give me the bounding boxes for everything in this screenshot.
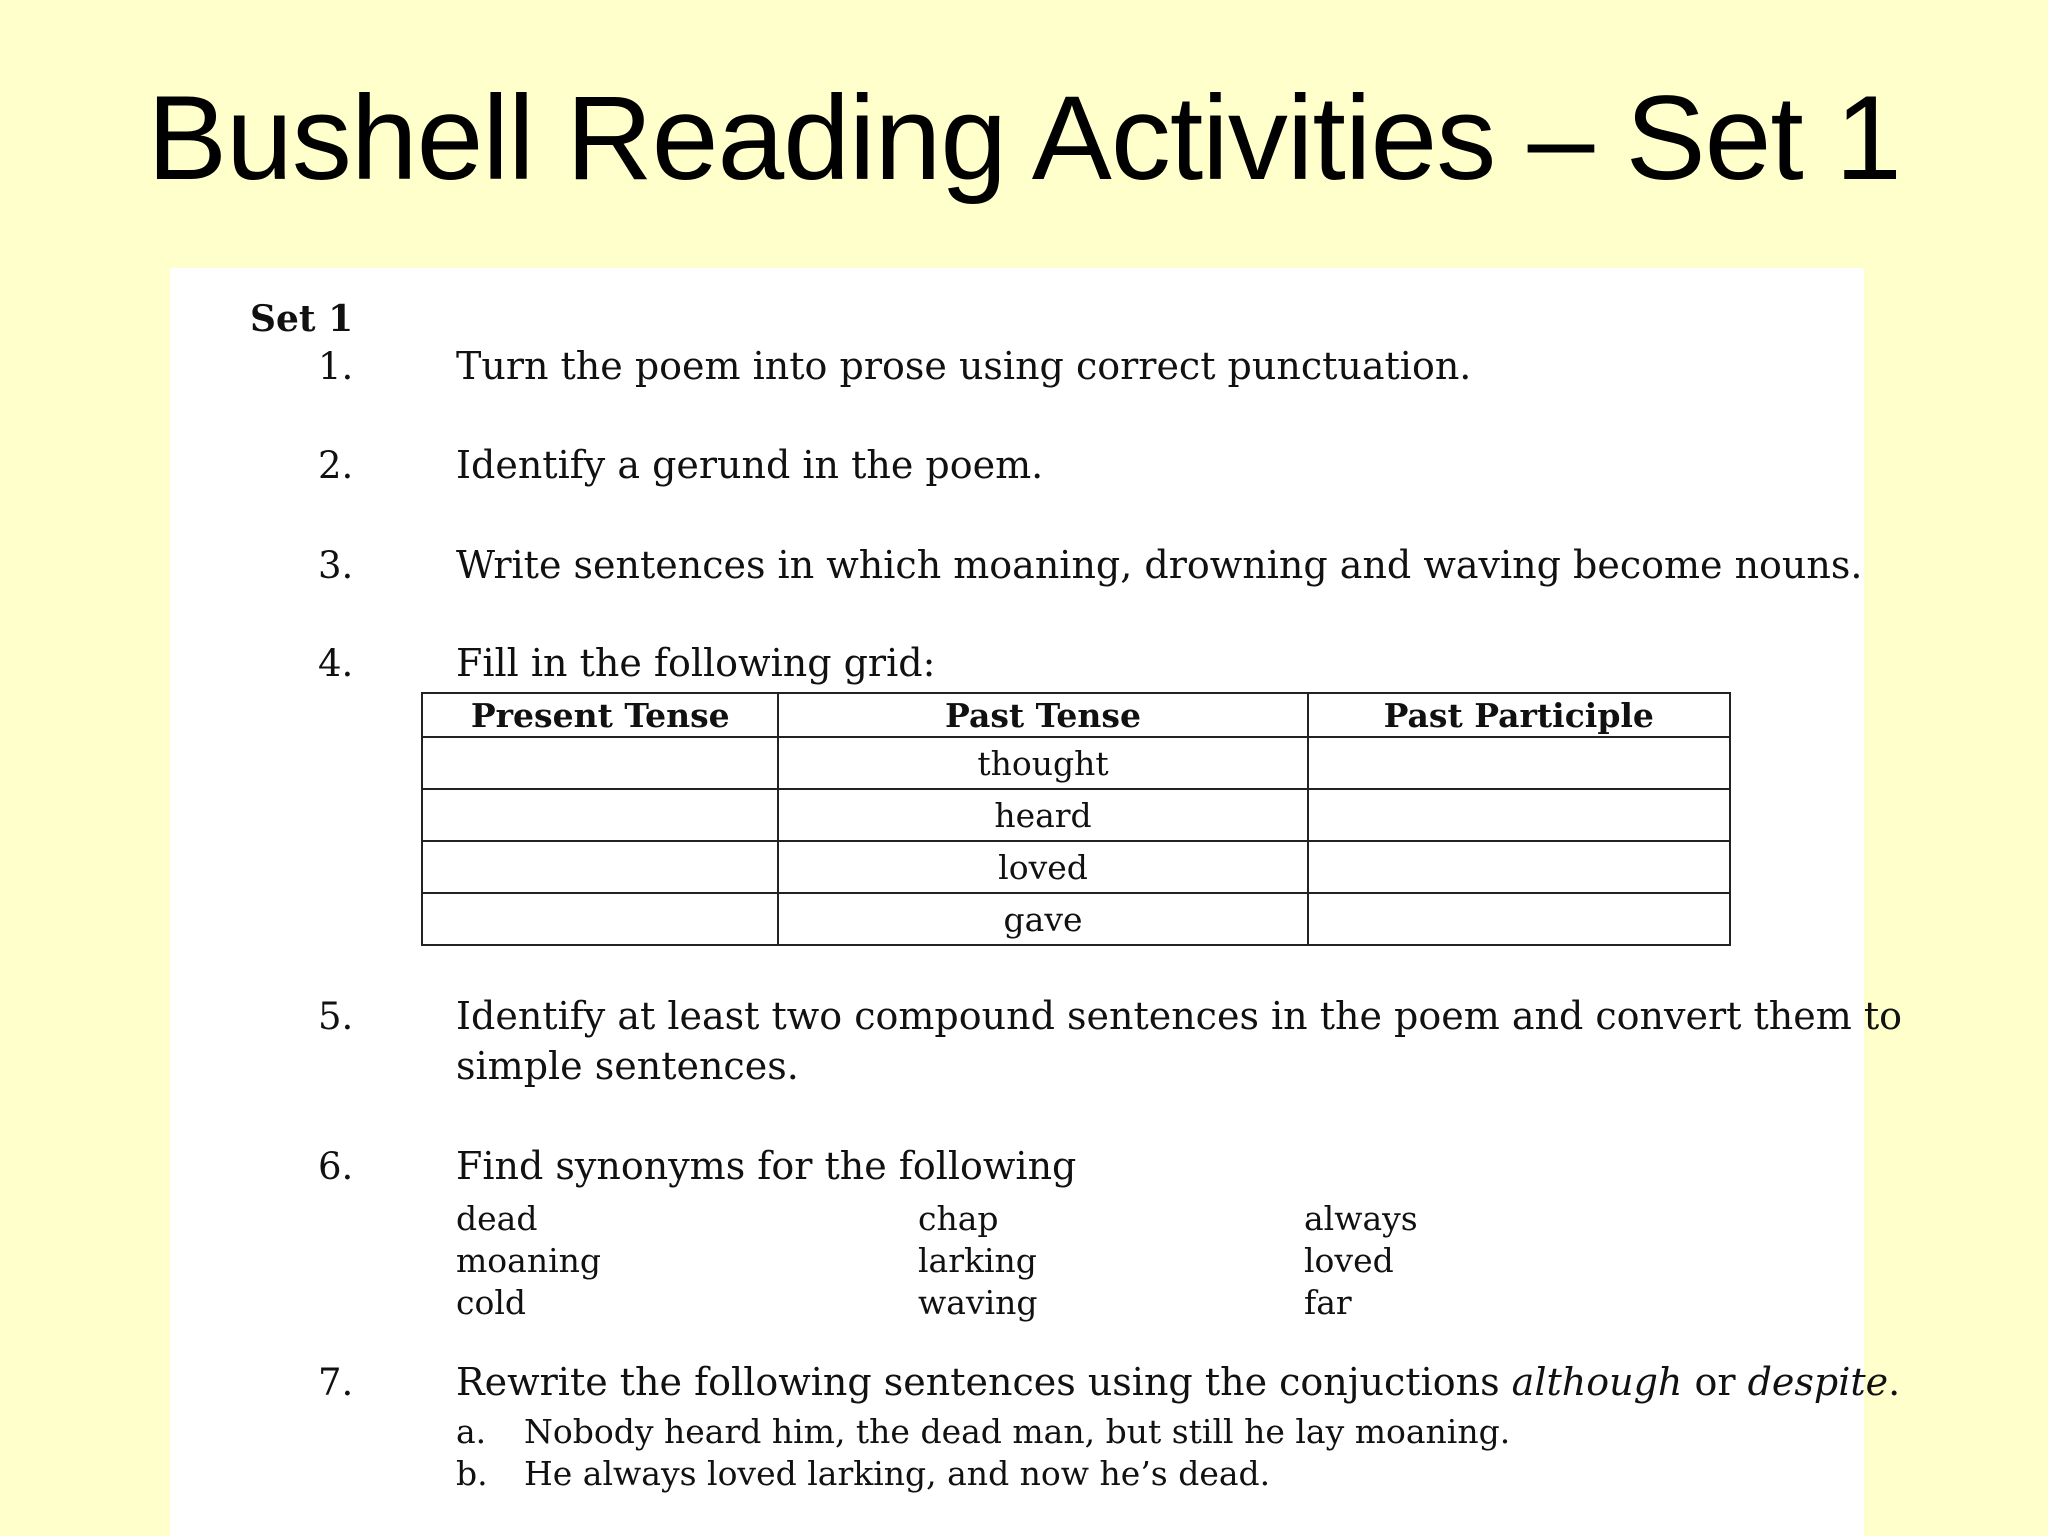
synonym-word: always (1304, 1199, 1418, 1238)
item-6-number: 6. (318, 1145, 354, 1188)
slide-title: Bushell Reading Activities – Set 1 (147, 71, 1901, 205)
grid-row (422, 789, 1730, 841)
synonym-word: moaning (456, 1241, 602, 1280)
item-4-text: Fill in the following grid: (456, 641, 936, 685)
grid-header-past-tense: Past Tense (778, 693, 1307, 737)
grid-row (422, 893, 1730, 945)
grid-cell-past: heard (778, 789, 1307, 841)
item-3-number: 3. (318, 544, 354, 587)
synonym-word: dead (456, 1199, 538, 1238)
grid-cell-present (422, 789, 778, 841)
item-2-number: 2. (318, 444, 354, 487)
grid-row (422, 841, 1730, 893)
sentence-a-text: Nobody heard him, the dead man, but still he lay moaning. (524, 1412, 1511, 1451)
synonym-column-2 (918, 1198, 1218, 1324)
grid-header-past-participle: Past Participle (1308, 693, 1730, 737)
grid-cell-participle (1308, 737, 1730, 789)
synonym-word: far (1304, 1283, 1352, 1322)
item-1-text: Turn the poem into prose using correct punctuation. (456, 344, 1472, 388)
item-7-text (456, 1360, 1900, 1404)
sentence-a-letter: a. (456, 1412, 487, 1451)
set-label: Set 1 (250, 298, 354, 340)
grid-cell-past: thought (778, 737, 1307, 789)
grid-cell-participle (1308, 841, 1730, 893)
synonym-column-1 (456, 1198, 756, 1324)
synonym-word: chap (918, 1199, 999, 1238)
grid-header-present-tense: Present Tense (422, 693, 778, 737)
grid-cell-past: gave (778, 893, 1307, 945)
synonym-word: loved (1304, 1241, 1394, 1280)
synonym-word: cold (456, 1283, 527, 1322)
grid-cell-present (422, 841, 778, 893)
item-3-text: Write sentences in which moaning, drowning and waving become nouns. (456, 543, 1863, 587)
synonym-word: larking (918, 1241, 1037, 1280)
synonym-word: waving (918, 1283, 1038, 1322)
conjunction-although: although (1511, 1360, 1683, 1404)
conjunction-despite: despite (1747, 1360, 1889, 1404)
grid-cell-present (422, 737, 778, 789)
sentence-b-letter: b. (456, 1454, 488, 1493)
grid-cell-past: loved (778, 841, 1307, 893)
grid-cell-present (422, 893, 778, 945)
worksheet-page (170, 268, 1902, 1536)
grid-cell-participle (1308, 893, 1730, 945)
item-5-text-line-1: Identify at least two compound sentences in the poem and convert them to (456, 994, 1902, 1038)
item-6-text: Find synonyms for the following (456, 1144, 1077, 1188)
item-7-text-before: Rewrite the following sentences using the conjuctions (456, 1360, 1512, 1404)
verb-tense-grid (421, 692, 1731, 946)
item-5-text-line-2: simple sentences. (456, 1044, 799, 1088)
synonym-column-3 (1304, 1198, 1604, 1324)
item-2-text: Identify a gerund in the poem. (456, 443, 1044, 487)
grid-cell-participle (1308, 789, 1730, 841)
grid-row (422, 737, 1730, 789)
item-7-number: 7. (318, 1361, 354, 1404)
item-7-text-after: . (1888, 1360, 1901, 1404)
item-4-number: 4. (318, 642, 354, 685)
sentence-b-text: He always loved larking, and now he’s dead. (524, 1454, 1271, 1493)
item-5-number: 5. (318, 995, 354, 1038)
item-7-text-mid: or (1682, 1360, 1748, 1404)
item-1-number: 1. (318, 345, 354, 388)
grid-header-row (422, 693, 1730, 737)
